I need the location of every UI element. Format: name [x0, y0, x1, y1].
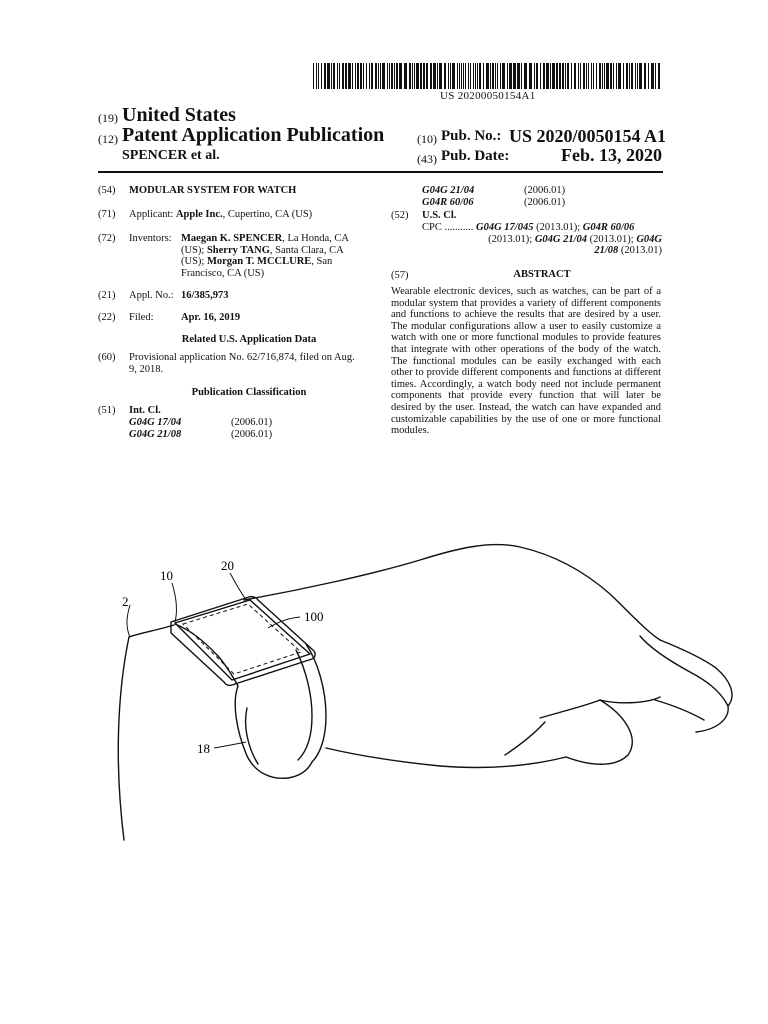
- barcode-bar: [380, 63, 381, 89]
- provisional-application: [129, 352, 374, 375]
- barcode-bar: [452, 63, 455, 89]
- ref-label-10: 10: [160, 568, 173, 583]
- barcode-bar: [420, 63, 422, 89]
- intcl-table: [129, 417, 272, 440]
- barcode-bar: [360, 63, 362, 89]
- type-code: (12): [98, 132, 118, 146]
- barcode-bar: [574, 63, 576, 89]
- barcode-bar: [426, 63, 428, 89]
- thumb-outline: [540, 700, 632, 764]
- barcode-bar: [578, 63, 579, 89]
- forearm-bottom-contour: [118, 637, 129, 840]
- barcode-bar: [517, 63, 520, 89]
- finger-fold: [600, 697, 660, 703]
- barcode-bar: [461, 63, 462, 89]
- barcode-bar: [552, 63, 555, 89]
- barcode-bar: [473, 63, 474, 89]
- class-year: (2006.01): [524, 185, 566, 196]
- barcode-bar: [580, 63, 581, 89]
- barcode-bar: [602, 63, 603, 89]
- inventor-3-location: , San: [311, 256, 333, 268]
- barcode-bar: [565, 63, 566, 89]
- class-year: (2006.01): [231, 417, 273, 428]
- barcode-bar: [631, 63, 633, 89]
- barcode-bar: [536, 63, 538, 89]
- class-code: G04G 21/04: [422, 185, 475, 196]
- barcode-bar: [610, 63, 612, 89]
- leader-18: [214, 742, 246, 748]
- invention-title: MODULAR SYSTEM FOR WATCH: [129, 185, 297, 196]
- barcode-bar: [378, 63, 379, 89]
- barcode-bar: [389, 63, 390, 89]
- barcode-bar: [430, 63, 432, 89]
- barcode-bar: [382, 63, 385, 89]
- barcode-bar: [550, 63, 551, 89]
- table-row: [422, 197, 565, 209]
- barcode-bar: [507, 63, 508, 89]
- barcode-bar: [468, 63, 469, 89]
- barcode-bar: [396, 63, 398, 89]
- barcode-bar: [394, 63, 395, 89]
- barcode-bar: [529, 63, 532, 89]
- barcode-bar: [477, 63, 478, 89]
- pub-no: US 2020/0050154 A1: [509, 126, 667, 146]
- prov-code: (60): [98, 352, 116, 363]
- band-right-inner: [296, 650, 312, 760]
- barcode-bar: [571, 63, 572, 89]
- country: United States: [122, 104, 236, 126]
- barcode-bar: [457, 63, 458, 89]
- barcode-bar: [321, 63, 322, 89]
- cpc-code-4a: G04G: [636, 233, 662, 245]
- leader-2: [127, 605, 130, 637]
- band-left-edge: [218, 656, 238, 686]
- barcode-bar: [470, 63, 471, 89]
- inventors-list: [181, 233, 371, 279]
- intcl-continued-table: [422, 185, 565, 208]
- barcode-bar: [459, 63, 460, 89]
- title-code: (54): [98, 185, 116, 196]
- barcode-bar: [342, 63, 344, 89]
- finger-lines: [655, 700, 704, 720]
- applicant: [129, 209, 369, 221]
- barcode-bar: [313, 63, 314, 89]
- barcode-bar: [412, 63, 413, 89]
- ref-label-18: 18: [197, 741, 210, 756]
- cpc-block: [422, 222, 662, 257]
- barcode-bar: [409, 63, 411, 89]
- barcode-bar: [423, 63, 425, 89]
- barcode-bar: [324, 63, 326, 89]
- barcode-bar: [444, 63, 446, 89]
- barcode-bar: [629, 63, 630, 89]
- cpc-year-2: (2013.01);: [488, 233, 535, 245]
- uscl-label: U.S. Cl.: [422, 210, 457, 221]
- pub-no-code: (10): [417, 132, 437, 146]
- cpc-year-4: (2013.01): [618, 245, 662, 257]
- class-year: (2006.01): [524, 196, 566, 208]
- barcode-bar: [613, 63, 614, 89]
- barcode-bar: [399, 63, 402, 89]
- barcode-bar: [483, 63, 484, 89]
- barcode-bar: [475, 63, 476, 89]
- barcode: [313, 63, 661, 89]
- cpc-code-3: G04G 21/04: [534, 233, 588, 245]
- barcode-bar: [414, 63, 415, 89]
- barcode-bar: [644, 63, 646, 89]
- barcode-bar: [486, 63, 489, 89]
- barcode-bar: [333, 63, 335, 89]
- barcode-bar: [371, 63, 373, 89]
- inventors-code: (72): [98, 233, 116, 244]
- barcode-bar: [635, 63, 636, 89]
- barcode-bar: [355, 63, 356, 89]
- leader-20: [230, 573, 246, 600]
- pub-no-label: Pub. No.:: [441, 128, 502, 144]
- applicant-code: (71): [98, 209, 116, 220]
- barcode-bar: [626, 63, 628, 89]
- inventor-3-city: Francisco, CA (US): [181, 267, 265, 279]
- barcode-bar: [543, 63, 545, 89]
- barcode-bar: [357, 63, 359, 89]
- inventors-label: Inventors:: [129, 233, 172, 244]
- barcode-bar: [509, 63, 512, 89]
- inventor-2-location: , Santa Clara, CA: [269, 244, 344, 256]
- inventor-3-name: Morgan T. MCCLURE: [206, 256, 312, 268]
- class-code: G04R 60/06: [422, 196, 474, 208]
- cpc-label: CPC ...........: [422, 222, 474, 233]
- related-heading: Related U.S. Application Data: [181, 334, 317, 345]
- barcode-bar: [502, 63, 505, 89]
- applicant-label: Applicant:: [129, 209, 174, 220]
- barcode-bar: [492, 63, 494, 89]
- barcode-bar: [500, 63, 501, 89]
- barcode-bar: [318, 63, 319, 89]
- class-code: G04G 17/04: [129, 417, 182, 428]
- barcode-bar: [439, 63, 442, 89]
- barcode-bar: [316, 63, 317, 89]
- barcode-bar: [540, 63, 541, 89]
- barcode-bar: [348, 63, 351, 89]
- barcode-bar: [556, 63, 558, 89]
- barcode-bar: [465, 63, 466, 89]
- inventor-1-country: (US);: [181, 244, 205, 256]
- class-code: G04G 21/08: [129, 428, 182, 440]
- wrist-bottom-contour: [326, 748, 566, 768]
- inventor-2-country: (US);: [181, 256, 205, 268]
- barcode-bar: [387, 63, 388, 89]
- barcode-bar: [404, 63, 407, 89]
- barcode-bar: [596, 63, 597, 89]
- ref-label-2: 2: [122, 594, 129, 609]
- barcode-bar: [327, 63, 330, 89]
- barcode-bar: [534, 63, 535, 89]
- barcode-bar: [639, 63, 642, 89]
- barcode-bar: [599, 63, 601, 89]
- filed-code: (22): [98, 312, 116, 323]
- barcode-bar: [588, 63, 589, 89]
- cpc-year-3: (2013.01);: [587, 233, 637, 245]
- barcode-bar: [448, 63, 449, 89]
- ref-label-100: 100: [304, 609, 324, 624]
- table-row: [129, 417, 272, 429]
- barcode-bar: [655, 63, 656, 89]
- table-row: [422, 185, 565, 197]
- barcode-bar: [366, 63, 367, 89]
- barcode-bar: [648, 63, 649, 89]
- barcode-bar: [604, 63, 605, 89]
- ref-label-20: 20: [221, 558, 234, 573]
- applicant-location: , Cupertino, CA (US): [222, 209, 313, 220]
- barcode-bar: [567, 63, 569, 89]
- appl-number: 16/385,973: [181, 290, 229, 301]
- hand-outline-top: [244, 545, 732, 706]
- header-rule: [98, 171, 663, 173]
- watch-face-rim: [175, 600, 310, 680]
- table-row: [129, 429, 272, 441]
- barcode-bar: [337, 63, 338, 89]
- barcode-number: US 20200050154A1: [440, 90, 536, 102]
- barcode-bar: [618, 63, 621, 89]
- abstract-heading: ABSTRACT: [513, 269, 571, 280]
- intcl-code: (51): [98, 405, 116, 416]
- barcode-bar: [606, 63, 609, 89]
- cpc-code-2: G04R 60/06: [582, 222, 635, 233]
- prov-text-line1: Provisional application No. 62/716,874, filed on Aug.: [129, 352, 355, 363]
- patent-figure: [0, 520, 768, 860]
- inventor-1-location: , La Honda, CA: [282, 233, 349, 244]
- cpc-year-1: (2013.01);: [533, 222, 583, 233]
- abstract-code: (57): [391, 270, 409, 281]
- inventor-2-name: Sherry TANG: [206, 244, 270, 256]
- barcode-bar: [331, 63, 332, 89]
- appl-code: (21): [98, 290, 116, 301]
- barcode-bar: [497, 63, 498, 89]
- barcode-bar: [450, 63, 451, 89]
- barcode-bar: [345, 63, 347, 89]
- barcode-bar: [495, 63, 496, 89]
- barcode-bar: [479, 63, 481, 89]
- barcode-bar: [352, 63, 353, 89]
- barcode-bar: [463, 63, 464, 89]
- barcode-bar: [369, 63, 370, 89]
- cpc-code-4b: 21/08: [594, 245, 619, 257]
- applicant-name: Apple Inc.: [175, 209, 223, 220]
- barcode-bar: [637, 63, 638, 89]
- class-year: (2006.01): [231, 428, 273, 440]
- publication-type: Patent Application Publication: [122, 124, 385, 146]
- country-code: (19): [98, 111, 118, 125]
- prov-text-line2: 9, 2018.: [129, 363, 164, 375]
- authors: SPENCER et al.: [122, 148, 220, 163]
- barcode-bar: [616, 63, 617, 89]
- barcode-bar: [658, 63, 660, 89]
- barcode-bar: [433, 63, 436, 89]
- pub-date: Feb. 13, 2020: [561, 145, 662, 165]
- barcode-bar: [651, 63, 654, 89]
- barcode-bar: [623, 63, 624, 89]
- palm-crease: [505, 722, 545, 755]
- uscl-code: (52): [391, 210, 409, 221]
- appl-label: Appl. No.:: [129, 290, 174, 301]
- barcode-bar: [416, 63, 419, 89]
- filed-date: Apr. 16, 2019: [181, 312, 241, 323]
- leader-10: [172, 583, 176, 622]
- barcode-bar: [375, 63, 377, 89]
- cpc-code-1: G04G 17/045: [475, 222, 534, 233]
- barcode-bar: [583, 63, 585, 89]
- barcode-bar: [524, 63, 527, 89]
- barcode-bar: [593, 63, 594, 89]
- barcode-bar: [562, 63, 564, 89]
- barcode-bar: [363, 63, 364, 89]
- band-right-front: [306, 644, 326, 762]
- abstract-text: Wearable electronic devices, such as watches, can be part of a modular system that provides a variety of different components and functions to achieve the results that are desired by a user. The modular configurations allow a user to easily customize a watch with one or more functional modules to provide features that integrate with other operations of the body of the watch. The functional modules can be easily exchanged with each other to provide different components and functions at different times. Accordingly, a watch body need not include permanent components that provide every function that will later be desired by the user. Instead, the watch can have expanded and customizable capabilities by the use of one or more functional modules.: [391, 286, 661, 437]
- pub-date-label: Pub. Date:: [441, 148, 510, 164]
- barcode-bar: [339, 63, 340, 89]
- barcode-bar: [546, 63, 549, 89]
- barcode-bar: [591, 63, 592, 89]
- filed-label: Filed:: [129, 312, 154, 323]
- forearm-top-edge: [129, 625, 174, 637]
- barcode-bar: [513, 63, 516, 89]
- pubclass-heading: Publication Classification: [191, 387, 307, 398]
- barcode-bar: [521, 63, 522, 89]
- pub-date-code: (43): [417, 152, 437, 166]
- intcl-label: Int. Cl.: [129, 405, 161, 416]
- barcode-bar: [391, 63, 393, 89]
- barcode-bar: [437, 63, 438, 89]
- inventor-1-name: Maegan K. SPENCER: [181, 233, 283, 244]
- barcode-bar: [559, 63, 561, 89]
- barcode-bar: [490, 63, 491, 89]
- barcode-bar: [586, 63, 587, 89]
